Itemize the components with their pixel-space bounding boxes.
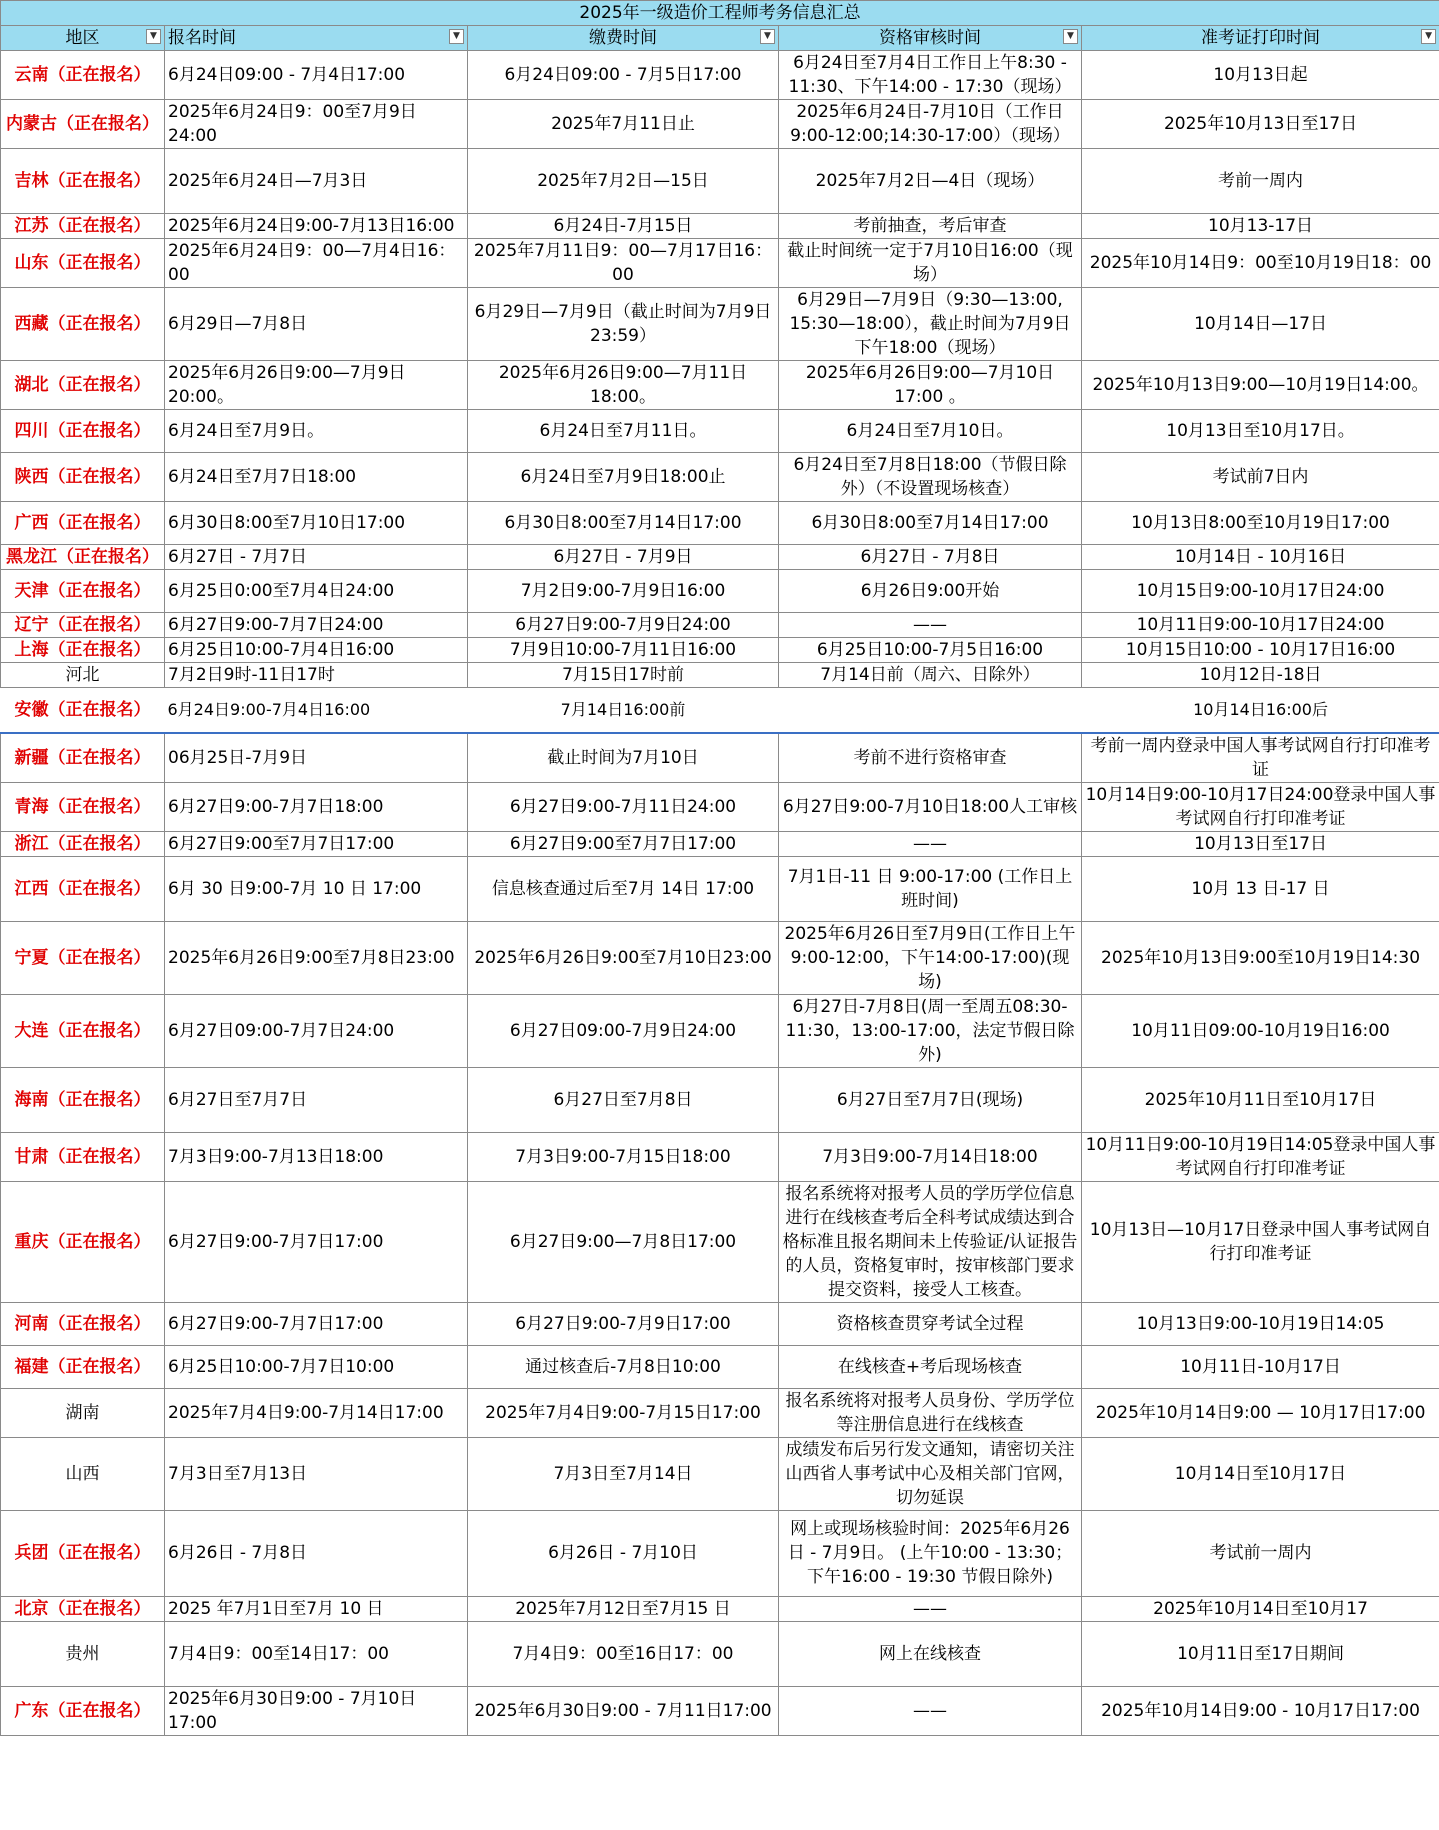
header-label: 缴费时间 [589,28,657,48]
registration-time-cell: 6月27日9:00至7月7日17:00 [165,831,468,856]
print-time-cell: 10月14日—17日 [1082,288,1439,361]
region-cell: 广西（正在报名） [1,502,165,545]
print-time-cell: 2025年10月14日9：00至10月19日18：00 [1082,239,1439,288]
region-cell: 上海（正在报名） [1,638,165,663]
table-row [1,1510,1439,1596]
registration-time-cell: 6月 30 日9:00-7月 10 日 17:00 [165,856,468,921]
region-cell: 福建（正在报名） [1,1345,165,1388]
region-cell: 天津（正在报名） [1,570,165,613]
dropdown-arrow-icon[interactable]: ▼ [760,29,775,44]
region-cell: 浙江（正在报名） [1,831,165,856]
review-time-cell: 6月27日9:00-7月10日18:00人工审核 [779,782,1082,831]
print-time-cell: 10月11日9:00-10月19日14:05登录中国人事考试网自行打印准考证 [1082,1132,1439,1181]
payment-time-cell: 6月26日 - 7月10日 [468,1510,779,1596]
table-row [1,831,1439,856]
table-row [1,1132,1439,1181]
region-cell: 山西 [1,1437,165,1510]
region-cell: 辽宁（正在报名） [1,613,165,638]
payment-time-cell: 6月30日8:00至7月14日17:00 [468,502,779,545]
table-row [1,856,1439,921]
print-time-cell: 10月13-17日 [1082,214,1439,239]
registration-time-cell: 6月25日10:00-7月7日10:00 [165,1345,468,1388]
payment-time-cell: 7月14日16:00前 [468,688,779,733]
payment-time-cell: 6月29日—7月9日（截止时间为7月9日 23:59） [468,288,779,361]
registration-time-cell: 2025年6月24日9:00-7月13日16:00 [165,214,468,239]
region-cell: 山东（正在报名） [1,239,165,288]
region-cell: 江西（正在报名） [1,856,165,921]
review-time-cell: 7月3日9:00-7月14日18:00 [779,1132,1082,1181]
review-time-cell: 2025年7月2日—4日（现场） [779,149,1082,214]
table-row [1,570,1439,613]
region-cell: 吉林（正在报名） [1,149,165,214]
review-time-cell: 2025年6月24日-7月10日（工作日 9:00-12:00;14:30-17:00）（现场） [779,100,1082,149]
payment-time-cell: 6月24日至7月9日18:00止 [468,453,779,502]
payment-time-cell: 7月9日10:00-7月11日16:00 [468,638,779,663]
header-review-time [779,26,1082,51]
registration-time-cell: 6月27日9:00-7月7日24:00 [165,613,468,638]
print-time-cell: 2025年10月14日9:00 — 10月17日17:00 [1082,1388,1439,1437]
payment-time-cell: 6月24日09:00 - 7月5日17:00 [468,51,779,100]
print-time-cell: 2025年10月11日至10月17日 [1082,1067,1439,1132]
table-row [1,149,1439,214]
review-time-cell: 报名系统将对报考人员身份、学历学位等注册信息进行在线核查 [779,1388,1082,1437]
payment-time-cell: 2025年7月11日止 [468,100,779,149]
review-time-cell: 6月25日10:00-7月5日16:00 [779,638,1082,663]
registration-time-cell: 7月2日9时-11日17时 [165,663,468,688]
table-row [1,239,1439,288]
table-row [1,782,1439,831]
review-time-cell: 成绩发布后另行发文通知，请密切关注山西省人事考试中心及相关部门官网，切勿延误 [779,1437,1082,1510]
payment-time-cell: 2025年7月12日至7月15 日 [468,1596,779,1621]
dropdown-arrow-icon[interactable]: ▼ [1063,29,1078,44]
registration-time-cell: 6月24日09:00 - 7月4日17:00 [165,51,468,100]
table-row [1,733,1439,783]
registration-time-cell: 2025年7月4日9:00-7月14日17:00 [165,1388,468,1437]
table-row [1,1388,1439,1437]
print-time-cell: 10月14日16:00后 [1082,688,1439,733]
review-time-cell: 6月24日至7月10日。 [779,410,1082,453]
registration-time-cell: 6月27日至7月7日 [165,1067,468,1132]
print-time-cell: 10月 13 日-17 日 [1082,856,1439,921]
table-title: 2025年一级造价工程师考务信息汇总 [1,1,1439,26]
payment-time-cell: 2025年7月2日—15日 [468,149,779,214]
payment-time-cell: 2025年6月26日9:00至7月10日23:00 [468,921,779,994]
region-cell: 河南（正在报名） [1,1302,165,1345]
region-cell: 安徽（正在报名） [1,688,165,733]
region-cell: 新疆（正在报名） [1,733,165,783]
region-cell: 云南（正在报名） [1,51,165,100]
review-time-cell: 6月26日9:00开始 [779,570,1082,613]
print-time-cell: 10月11日至17日期间 [1082,1621,1439,1686]
payment-time-cell: 7月3日至7月14日 [468,1437,779,1510]
table-row [1,361,1439,410]
region-cell: 青海（正在报名） [1,782,165,831]
registration-time-cell: 2025年6月24日9：00至7月9日24:00 [165,100,468,149]
region-cell: 重庆（正在报名） [1,1181,165,1302]
review-time-cell: 6月30日8:00至7月14日17:00 [779,502,1082,545]
payment-time-cell: 2025年6月26日9:00—7月11日18:00。 [468,361,779,410]
print-time-cell: 10月13日8:00至10月19日17:00 [1082,502,1439,545]
registration-time-cell: 6月24日9:00-7月4日16:00 [165,688,468,733]
table-row [1,51,1439,100]
registration-time-cell: 7月4日9：00至14日17：00 [165,1621,468,1686]
print-time-cell: 10月11日9:00-10月17日24:00 [1082,613,1439,638]
review-time-cell: 2025年6月26日至7月9日(工作日上午 9:00-12:00，下午14:00-17:00)(现场) [779,921,1082,994]
print-time-cell: 2025年10月14日至10月17 [1082,1596,1439,1621]
review-time-cell: 资格核查贯穿考试全过程 [779,1302,1082,1345]
registration-time-cell: 2025年6月26日9:00至7月8日23:00 [165,921,468,994]
region-cell: 北京（正在报名） [1,1596,165,1621]
registration-time-cell: 6月25日10:00-7月4日16:00 [165,638,468,663]
registration-time-cell: 6月27日09:00-7月7日24:00 [165,994,468,1067]
review-time-cell: 2025年6月26日9:00—7月10日17:00 。 [779,361,1082,410]
registration-time-cell: 6月24日至7月7日18:00 [165,453,468,502]
payment-time-cell: 7月2日9:00-7月9日16:00 [468,570,779,613]
review-time-cell: 网上或现场核验时间：2025年6月26日 - 7月9日。 (上午10:00 - 13:30；下午16:00 - 19:30 节假日除外) [779,1510,1082,1596]
registration-time-cell: 6月25日0:00至7月4日24:00 [165,570,468,613]
payment-time-cell: 6月27日 - 7月9日 [468,545,779,570]
table-row [1,100,1439,149]
table-row [1,288,1439,361]
registration-time-cell: 2025 年7月1日至7月 10 日 [165,1596,468,1621]
region-cell: 黑龙江（正在报名） [1,545,165,570]
registration-time-cell: 2025年6月30日9:00 - 7月10日17:00 [165,1686,468,1735]
print-time-cell: 考试前7日内 [1082,453,1439,502]
payment-time-cell: 6月27日9:00-7月9日17:00 [468,1302,779,1345]
print-time-cell: 2025年10月14日9:00 - 10月17日17:00 [1082,1686,1439,1735]
header-label: 资格审核时间 [879,28,981,48]
table-row [1,545,1439,570]
registration-time-cell: 6月24日至7月9日。 [165,410,468,453]
region-cell: 宁夏（正在报名） [1,921,165,994]
registration-time-cell: 7月3日至7月13日 [165,1437,468,1510]
registration-time-cell: 6月29日—7月8日 [165,288,468,361]
review-time-cell: 考前不进行资格审查 [779,733,1082,783]
print-time-cell: 10月15日9:00-10月17日24:00 [1082,570,1439,613]
payment-time-cell: 6月27日9:00-7月11日24:00 [468,782,779,831]
table-row [1,1621,1439,1686]
review-time-cell: 7月1日-11 日 9:00-17:00 (工作日上班时间) [779,856,1082,921]
review-time-cell: 在线核查+考后现场核查 [779,1345,1082,1388]
payment-time-cell: 截止时间为7月10日 [468,733,779,783]
table-row [1,1181,1439,1302]
print-time-cell: 10月11日-10月17日 [1082,1345,1439,1388]
dropdown-arrow-icon[interactable]: ▼ [449,29,464,44]
table-row [1,1345,1439,1388]
registration-time-cell: 2025年6月26日9:00—7月9日20:00。 [165,361,468,410]
table-row [1,502,1439,545]
print-time-cell: 2025年10月13日9:00至10月19日14:30 [1082,921,1439,994]
table-row [1,1686,1439,1735]
review-time-cell: 报名系统将对报考人员的学历学位信息进行在线核查考后全科考试成绩达到合格标准且报名期间未上传验证/认证报告的人员，资格复审时，按审核部门要求提交资料，接受人工核查。 [779,1181,1082,1302]
header-label: 报名时间 [168,28,236,48]
region-cell: 兵团（正在报名） [1,1510,165,1596]
header-region [1,26,165,51]
payment-time-cell: 7月4日9：00至16日17：00 [468,1621,779,1686]
review-time-cell: —— [779,1686,1082,1735]
header-label: 准考证打印时间 [1201,28,1321,48]
region-cell: 甘肃（正在报名） [1,1132,165,1181]
payment-time-cell: 通过核查后-7月8日10:00 [468,1345,779,1388]
table-row [1,688,1439,733]
payment-time-cell: 6月24日-7月15日 [468,214,779,239]
table-row [1,1302,1439,1345]
review-time-cell [779,688,1082,733]
print-time-cell: 考前一周内 [1082,149,1439,214]
payment-time-cell: 6月27日至7月8日 [468,1067,779,1132]
print-time-cell: 2025年10月13日至17日 [1082,100,1439,149]
review-time-cell: —— [779,1596,1082,1621]
print-time-cell: 10月14日至10月17日 [1082,1437,1439,1510]
region-cell: 四川（正在报名） [1,410,165,453]
registration-time-cell: 2025年6月24日—7月3日 [165,149,468,214]
review-time-cell: 6月24日至7月8日18:00（节假日除外）（不设置现场核查） [779,453,1082,502]
print-time-cell: 10月11日09:00-10月19日16:00 [1082,994,1439,1067]
table-row [1,994,1439,1067]
print-time-cell: 10月14日 - 10月16日 [1082,545,1439,570]
table-row [1,214,1439,239]
payment-time-cell: 7月15日17时前 [468,663,779,688]
print-time-cell: 2025年10月13日9:00—10月19日14:00。 [1082,361,1439,410]
payment-time-cell: 6月27日09:00-7月9日24:00 [468,994,779,1067]
print-time-cell: 10月13日起 [1082,51,1439,100]
region-cell: 大连（正在报名） [1,994,165,1067]
header-registration-time [165,26,468,51]
table-row [1,453,1439,502]
registration-time-cell: 6月27日 - 7月7日 [165,545,468,570]
review-time-cell: 6月24日至7月4日工作日上午8:30 - 11:30、下午14:00 - 17:30（现场） [779,51,1082,100]
table-row [1,410,1439,453]
print-time-cell: 考前一周内登录中国人事考试网自行打印准考证 [1082,733,1439,783]
payment-time-cell: 2025年6月30日9:00 - 7月11日17:00 [468,1686,779,1735]
region-cell: 广东（正在报名） [1,1686,165,1735]
review-time-cell: 截止时间统一定于7月10日16:00（现场） [779,239,1082,288]
region-cell: 贵州 [1,1621,165,1686]
payment-time-cell: 信息核查通过后至7月 14日 17:00 [468,856,779,921]
print-time-cell: 10月13日至17日 [1082,831,1439,856]
print-time-cell: 10月12日-18日 [1082,663,1439,688]
dropdown-arrow-icon[interactable]: ▼ [146,29,161,44]
dropdown-arrow-icon[interactable]: ▼ [1421,29,1436,44]
registration-time-cell: 6月26日 - 7月8日 [165,1510,468,1596]
header-print-time [1082,26,1439,51]
region-cell: 陕西（正在报名） [1,453,165,502]
region-cell: 湖南 [1,1388,165,1437]
payment-time-cell: 6月24日至7月11日。 [468,410,779,453]
print-time-cell: 10月13日—10月17日登录中国人事考试网自行打印准考证 [1082,1181,1439,1302]
review-time-cell: 考前抽查，考后审查 [779,214,1082,239]
registration-time-cell: 2025年6月24日9：00—7月4日16：00 [165,239,468,288]
table-row [1,1596,1439,1621]
payment-time-cell: 2025年7月11日9：00—7月17日16：00 [468,239,779,288]
registration-time-cell: 6月27日9:00-7月7日17:00 [165,1302,468,1345]
payment-time-cell: 7月3日9:00-7月15日18:00 [468,1132,779,1181]
registration-time-cell: 6月27日9:00-7月7日18:00 [165,782,468,831]
table-row [1,921,1439,994]
registration-time-cell: 6月27日9:00-7月7日17:00 [165,1181,468,1302]
print-time-cell: 10月14日9:00-10月17日24:00登录中国人事考试网自行打印准考证 [1082,782,1439,831]
review-time-cell: —— [779,613,1082,638]
review-time-cell: 6月27日 - 7月8日 [779,545,1082,570]
region-cell: 西藏（正在报名） [1,288,165,361]
region-cell: 海南（正在报名） [1,1067,165,1132]
table-row [1,1067,1439,1132]
payment-time-cell: 6月27日9:00至7月7日17:00 [468,831,779,856]
payment-time-cell: 6月27日9:00—7月8日17:00 [468,1181,779,1302]
print-time-cell: 考试前一周内 [1082,1510,1439,1596]
header-label: 地区 [65,28,100,48]
registration-time-cell: 7月3日9:00-7月13日18:00 [165,1132,468,1181]
table-row [1,638,1439,663]
region-cell: 湖北（正在报名） [1,361,165,410]
table-row [1,1437,1439,1510]
print-time-cell: 10月13日9:00-10月19日14:05 [1082,1302,1439,1345]
review-time-cell: 网上在线核查 [779,1621,1082,1686]
review-time-cell: 7月14日前（周六、日除外） [779,663,1082,688]
review-time-cell: 6月29日—7月9日（9:30—13:00, 15:30—18:00），截止时间为7月9日下午18:00（现场） [779,288,1082,361]
review-time-cell: 6月27日至7月7日(现场) [779,1067,1082,1132]
registration-time-cell: 6月30日8:00至7月10日17:00 [165,502,468,545]
print-time-cell: 10月15日10:00 - 10月17日16:00 [1082,638,1439,663]
review-time-cell: —— [779,831,1082,856]
payment-time-cell: 2025年7月4日9:00-7月15日17:00 [468,1388,779,1437]
region-cell: 江苏（正在报名） [1,214,165,239]
header-payment-time [468,26,779,51]
table-row [1,613,1439,638]
table-row [1,663,1439,688]
region-cell: 河北 [1,663,165,688]
registration-time-cell: 06月25日-7月9日 [165,733,468,783]
region-cell: 内蒙古（正在报名） [1,100,165,149]
print-time-cell: 10月13日至10月17日。 [1082,410,1439,453]
review-time-cell: 6月27日-7月8日(周一至周五08:30- 11:30，13:00-17:00，法定节假日除外) [779,994,1082,1067]
payment-time-cell: 6月27日9:00-7月9日24:00 [468,613,779,638]
